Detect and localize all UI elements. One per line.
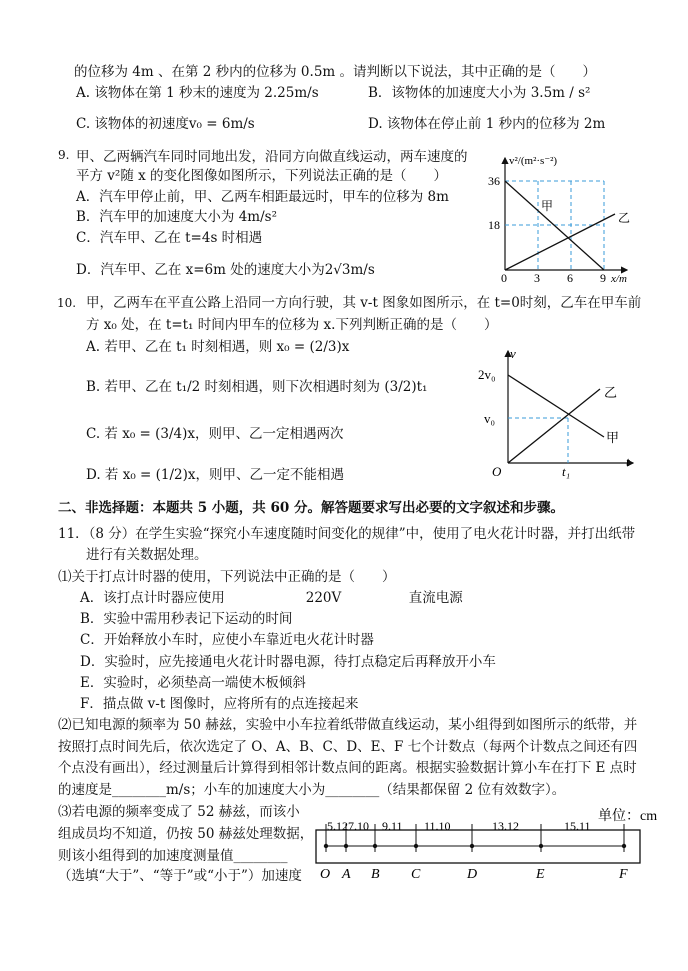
q11-stem-line1: 11．（8 分）在学生实验“探究小车速度随时间变化的规律”中，使用了电火花计时器，并打出纸带: [58, 526, 636, 542]
q10-stem-line2: 方 x₀ 处，在 t=t₁ 时间内甲车的位移为 x.下列判断正确的是（ ）: [86, 317, 498, 333]
q10-ytick-2v0: 2v₀: [478, 367, 496, 382]
q11-part3-line2: 组成员均不知道，仍按 50 赫兹处理数据，: [58, 826, 314, 842]
q10-ytick-v0: v₀: [484, 411, 496, 426]
q11-option-e: E．实验时，必须垫高一端使木板倾斜: [80, 675, 306, 691]
paper-tape-figure: [312, 800, 674, 882]
q10-origin: O: [492, 464, 502, 479]
q11-part2-line4: 的速度是________m/s；小车的加速度大小为________（结果都保留 2 位有效数字）。: [58, 782, 566, 798]
tape-distance-de: 13.12: [492, 819, 519, 833]
q9-xlabel: x/m: [611, 273, 627, 285]
q9-option-d: D．汽车甲、乙在 x=6m 处的速度大小为2√3m/s: [76, 262, 375, 278]
q11-part2-line2: 按照打点时间先后，依次选定了 O、A、B、C、D、E、F 七个计数点（每两个计数点之间还有四: [58, 739, 638, 755]
tape-distance-ab: 7.10: [348, 819, 369, 833]
q8-option-b: B．该物体的加速度大小为 3.5m / s²: [368, 85, 591, 101]
tape-distance-oa: 5.12: [327, 819, 348, 833]
q11-part3-line1: ⑶若电源的频率变成了 52 赫兹，而该小: [58, 804, 300, 820]
q8-option-c: C. 该物体的初速度v₀ = 6m/s: [76, 116, 255, 132]
q9-xtick-0: 0: [501, 271, 507, 285]
q10-line-jia: [508, 375, 604, 437]
q9-option-b: B．汽车甲的加速度大小为 4m/s²: [76, 209, 277, 225]
q10-option-b: B. 若甲、乙在 t₁/2 时刻相遇，则下次相遇时刻为 (3/2)t₁: [86, 379, 428, 395]
q9-line-yi: [505, 214, 615, 270]
tape-point-e: E: [536, 867, 545, 882]
q10-stem-line1: 甲，乙两车在平直公路上沿同一方向行驶，其 v-t 图象如图所示，在 t=0时刻，乙车在甲车前: [86, 295, 642, 311]
q9-xtick-3: 3: [534, 271, 540, 285]
tape-point-d: D: [467, 867, 478, 882]
q10-option-d: D. 若 x₀ = (1/2)x，则甲、乙一定不能相遇: [86, 467, 345, 483]
q9-ylabel: v²/(m²·s⁻²): [509, 155, 558, 167]
q9-option-a: A．汽车甲停止前，甲、乙两车相距最远时，甲车的位移为 8m: [76, 189, 449, 205]
q8-option-d: D. 该物体在停止前 1 秒内的位移为 2m: [368, 116, 606, 132]
q11-option-b: B．实验中需用秒表记下运动的时间: [80, 611, 293, 627]
tape-point-b: B: [371, 867, 380, 882]
q11-part3-line3: 则该小组得到的加速度测量值________: [58, 848, 288, 864]
q11-part1: ⑴关于打点计时器的使用，下列说法中正确的是（ ）: [58, 569, 396, 585]
q11-stem-line2: 进行有关数据处理。: [86, 547, 208, 563]
section-2-heading: 二、非选择题：本题共 5 小题，共 60 分。解答题要求写出必要的文字叙述和步骤。: [58, 500, 564, 516]
q9-stem-line1: 甲、乙两辆汽车同时同地出发，沿同方向做直线运动，两车速度的: [76, 149, 468, 165]
q10-label-yi: 乙: [604, 385, 618, 400]
tape-distance-cd: 11.10: [424, 819, 451, 833]
q11-part3-line4: （选填“大于”、“等于”或“小于”）加速度: [58, 868, 302, 884]
q10-option-a: A. 若甲、乙在 t₁ 时刻相遇，则 x₀ = (2/3)x: [86, 339, 350, 355]
q9-option-c: C．汽车甲、乙在 t=4s 时相遇: [76, 230, 263, 246]
tape-distance-ef: 15.11: [564, 819, 591, 833]
q10-number: 10.: [57, 296, 77, 310]
tape-point-o: O: [320, 867, 331, 882]
q11-option-a: A．该打点计时器应使用 220V 直流电源: [80, 590, 463, 606]
q10-xtick-t1: t₁: [562, 464, 571, 479]
tape-unit: 单位：cm: [598, 809, 658, 824]
q8-option-a: A. 该物体在第 1 秒末的速度为 2.25m/s: [76, 85, 319, 101]
q11-option-d: D．实验时，应先接通电火花计时器电源，待打点稳定后再释放开小车: [80, 654, 496, 670]
q11-option-f: F．描点做 v-t 图像时，应将所有的点连接起来: [80, 696, 359, 712]
q9-ytick-18: 18: [488, 218, 500, 232]
q11-option-c: C．开始释放小车时，应使小车靠近电火花计时器: [80, 632, 374, 648]
q10-v-t-graph: [468, 345, 648, 485]
q10-label-jia: 甲: [606, 430, 620, 445]
q10-xlabel: t: [626, 454, 630, 469]
q9-xtick-6: 6: [567, 271, 573, 285]
q9-ytick-36: 36: [488, 174, 500, 188]
q10-option-c: C. 若 x₀ = (3/4)x，则甲、乙一定相遇两次: [86, 426, 344, 442]
q9-xtick-9: 9: [600, 271, 606, 285]
q9-label-yi: 乙: [618, 211, 631, 225]
q9-v2-x-graph: [482, 150, 647, 290]
tape-point-f: F: [619, 867, 628, 882]
q10-ylabel: v: [510, 346, 516, 361]
tape-distance-bc: 9.11: [382, 819, 403, 833]
q8-stem: 的位移为 4m 、在第 2 秒内的位移为 0.5m 。请判断以下说法，其中正确的是（ ）: [74, 64, 596, 80]
q9-label-jia: 甲: [541, 199, 554, 213]
tape-point-c: C: [411, 867, 421, 882]
q11-part2-line1: ⑵已知电源的频率为 50 赫兹，实验中小车拉着纸带做直线运动，某小组得到如图所示的纸带，并: [58, 717, 638, 733]
tape-point-a: A: [342, 867, 351, 882]
q9-number: 9.: [58, 148, 70, 162]
q11-part2-line3: 个点没有画出），经过测量后计算得到相邻计数点间的距离。根据实验数据计算小车在打下 E 点时: [58, 760, 637, 776]
q9-stem-line2: 平方 v²随 x 的变化图像如图所示，下列说法正确的是（ ）: [76, 168, 448, 184]
